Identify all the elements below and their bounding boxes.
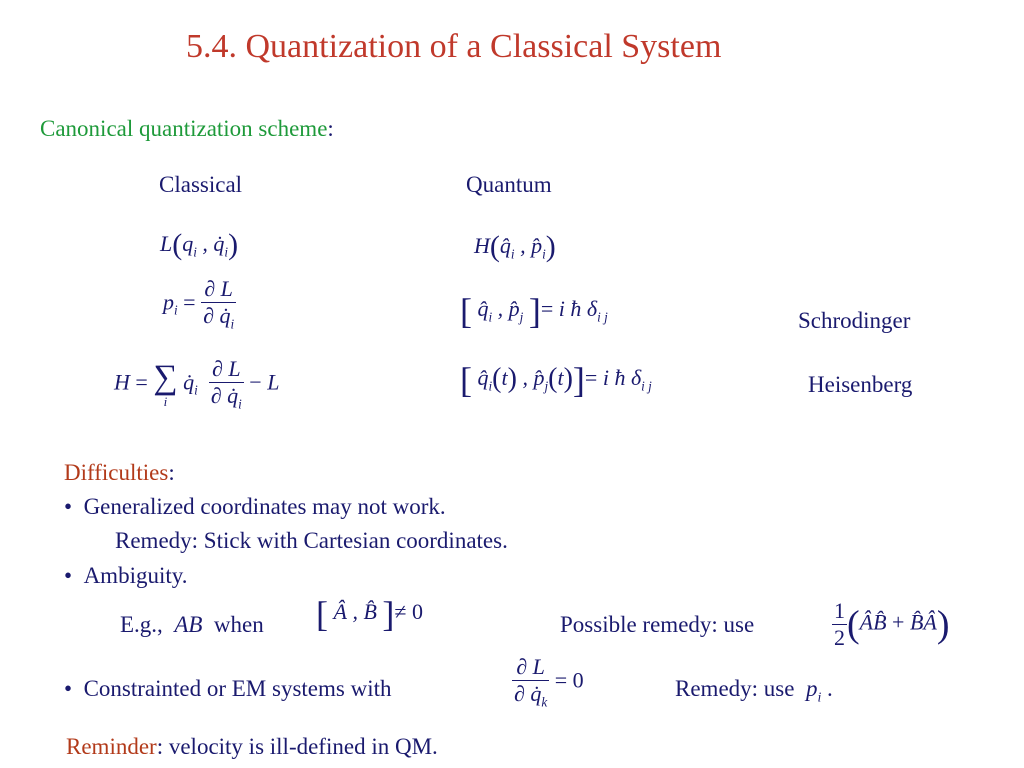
scheme-heading: [40, 116, 334, 142]
scheme-label: Canonical quantization scheme: [40, 116, 328, 141]
eg-when: when: [213, 612, 264, 637]
reminder-text: : velocity is ill-defined in QM.: [156, 734, 438, 759]
difficulties-colon: :: [168, 460, 175, 485]
possible-remedy-text: Possible remedy: use: [560, 612, 755, 637]
difficulties-heading: [64, 460, 175, 486]
hamiltonian-classical-formula: H = ∑ i $q̇_i$ $\frac{\partial L}{\partial q̇_i}$ − L: [114, 356, 280, 412]
bullet3-text: Constrainted or EM systems with: [83, 676, 392, 701]
bullet-marker: •: [64, 563, 73, 588]
eg-prefix: E.g.,: [120, 612, 163, 637]
bullet-constrained-systems: [64, 676, 392, 702]
reminder-label: Reminder: [66, 734, 157, 759]
ab-product: AB: [174, 612, 203, 637]
symmetrized-product-formula: $\frac{1}{2}$ (ÂB̂ + B̂Â): [834, 598, 950, 650]
schrodinger-label: Schrodinger: [798, 308, 911, 333]
remedy-momentum: Remedy: use $p_i$ .: [675, 676, 833, 705]
canonical-momentum-formula: $p_i$ = $\frac{\partial L}{\partial q̇_i}$: [163, 276, 235, 332]
ambiguity-example: [120, 612, 264, 638]
hamiltonian-operator-formula: $H(q̂_i$ , $p̂_i$): [474, 230, 556, 263]
remedy-cartesian: Remedy: Stick with Cartesian coordinates.: [115, 528, 508, 553]
heisenberg-label: Heisenberg: [808, 372, 913, 397]
schrodinger-commutator-formula: [ $q̂_i$ , $p̂_j$ ]= i ħ $\delta_{i j}$: [460, 291, 608, 331]
momentum-symbol: $p_i$: [805, 676, 822, 705]
heisenberg-commutator-formula: [ $q̂_i(t)$ , $p̂_j(t)]= i$ ħ $\delta_{i j}$: [460, 360, 652, 400]
difficulties-label: Difficulties: [64, 460, 169, 485]
bullet1-text: Generalized coordinates may not work.: [83, 494, 446, 519]
lagrangian-formula: $L(q_i$ , $q̇_i$): [160, 228, 239, 261]
page-title: 5.4. Quantization of a Classical System: [186, 28, 722, 65]
column-header-quantum: Quantum: [466, 172, 552, 197]
column-header-classical: Classical: [159, 172, 243, 197]
bullet-generalized-coordinates: [64, 494, 446, 520]
bullet-ambiguity: [64, 563, 188, 589]
bullet-marker: •: [64, 676, 73, 701]
scheme-colon: :: [327, 116, 334, 141]
bullet2-text: Ambiguity.: [83, 563, 188, 588]
ab-commutator-formula: [ Â , B̂ ]≠ 0: [316, 594, 423, 634]
bullet-marker: •: [64, 494, 73, 519]
reminder-line: [66, 734, 438, 760]
remedy3-text: Remedy: use: [675, 676, 795, 701]
constraint-formula: $\frac{\partial L}{\partial q̇_k}$ = 0: [514, 654, 584, 710]
